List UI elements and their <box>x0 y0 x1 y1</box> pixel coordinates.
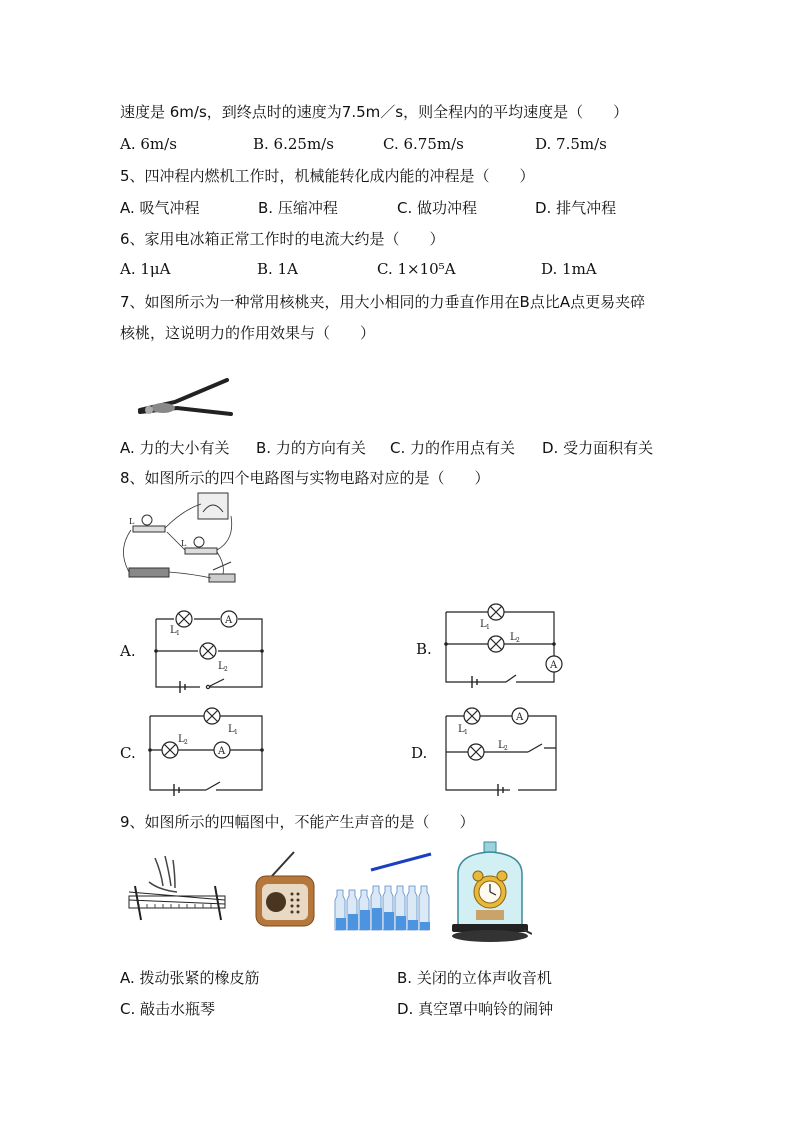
circuit-d <box>440 702 565 798</box>
svg-text:1: 1 <box>486 624 490 631</box>
svg-text:L: L <box>480 619 487 630</box>
q6-option-a: A. 1μA <box>120 260 171 278</box>
svg-text:2: 2 <box>504 745 508 752</box>
svg-text:2: 2 <box>184 739 188 746</box>
svg-text:L: L <box>458 724 465 735</box>
svg-text:A: A <box>550 660 558 671</box>
q5-stem: 5、四冲程内燃机工作时，机械能转化成内能的冲程是（ ） <box>120 167 535 185</box>
svg-text:L: L <box>170 625 177 636</box>
svg-text:2: 2 <box>224 666 228 673</box>
q4-option-b: B. 6.25m/s <box>253 135 334 153</box>
q9-option-a: A. 拨动张紧的橡皮筋 <box>120 969 260 987</box>
q5-option-a: A. 吸气冲程 <box>120 199 200 217</box>
circuit-a <box>150 603 268 693</box>
q9-option-c: C. 敲击水瓶琴 <box>120 1000 216 1018</box>
q8-option-c-label: C. <box>120 744 136 762</box>
svg-text:1: 1 <box>464 729 468 736</box>
q8-option-a-label: A. <box>120 642 136 660</box>
q6-stem: 6、家用电冰箱正常工作时的电流大约是（ ） <box>120 230 445 248</box>
svg-text:L: L <box>129 517 135 526</box>
svg-text:A: A <box>225 615 233 626</box>
q6-option-b: B. 1A <box>257 260 298 278</box>
svg-text:A: A <box>516 712 524 723</box>
q7-stem-line2: 核桃，这说明力的作用效果与（ ） <box>120 324 376 342</box>
q8-stem: 8、如图所示的四个电路图与实物电路对应的是（ ） <box>120 469 490 487</box>
radio-figure <box>250 850 320 930</box>
water-bottle-xylophone-figure <box>333 848 433 934</box>
q7-option-c: C. 力的作用点有关 <box>390 439 516 457</box>
q7-option-d: D. 受力面积有关 <box>542 439 654 457</box>
vacuum-bell-jar-alarm-clock-figure <box>448 840 532 946</box>
q5-option-b: B. 压缩冲程 <box>258 199 338 217</box>
q6-option-d: D. 1mA <box>541 260 597 278</box>
svg-text:L: L <box>510 632 517 643</box>
svg-text:2: 2 <box>516 637 520 644</box>
q9-option-b: B. 关闭的立体声收音机 <box>397 969 552 987</box>
q4-option-d: D. 7.5m/s <box>535 135 607 153</box>
svg-text:L: L <box>178 734 185 745</box>
circuit-c <box>144 702 269 798</box>
q8-option-d-label: D. <box>411 744 428 762</box>
circuit-b <box>440 600 565 692</box>
q4-option-a: A. 6m/s <box>120 135 177 153</box>
rubber-band-figure <box>125 852 230 924</box>
q4-option-c: C. 6.75m/s <box>383 135 464 153</box>
svg-text:1: 1 <box>234 729 238 736</box>
physical-circuit-figure <box>113 490 243 590</box>
nutcracker-figure <box>135 372 235 420</box>
q5-option-c: C. 做功冲程 <box>397 199 478 217</box>
svg-text:L: L <box>181 539 187 548</box>
q7-stem-line1: 7、如图所示为一种常用核桃夹，用大小相同的力垂直作用在B点比A点更易夹碎 <box>120 293 646 311</box>
q9-option-d: D. 真空罩中响铃的闹钟 <box>397 1000 554 1018</box>
q8-option-b-label: B. <box>416 640 432 658</box>
svg-text:1: 1 <box>176 630 180 637</box>
svg-text:L: L <box>498 740 505 751</box>
q7-option-b: B. 力的方向有关 <box>256 439 366 457</box>
svg-text:L: L <box>218 661 225 672</box>
svg-text:A: A <box>218 746 226 757</box>
q9-stem: 9、如图所示的四幅图中，不能产生声音的是（ ） <box>120 813 475 831</box>
svg-text:L: L <box>228 724 235 735</box>
q4-stem-continuation: 速度是 6m/s，到终点时的速度为7.5m／s，则全程内的平均速度是（ ） <box>120 103 629 121</box>
q6-option-c: C. 1×10⁵A <box>377 260 456 278</box>
q5-option-d: D. 排气冲程 <box>535 199 617 217</box>
q7-option-a: A. 力的大小有关 <box>120 439 230 457</box>
